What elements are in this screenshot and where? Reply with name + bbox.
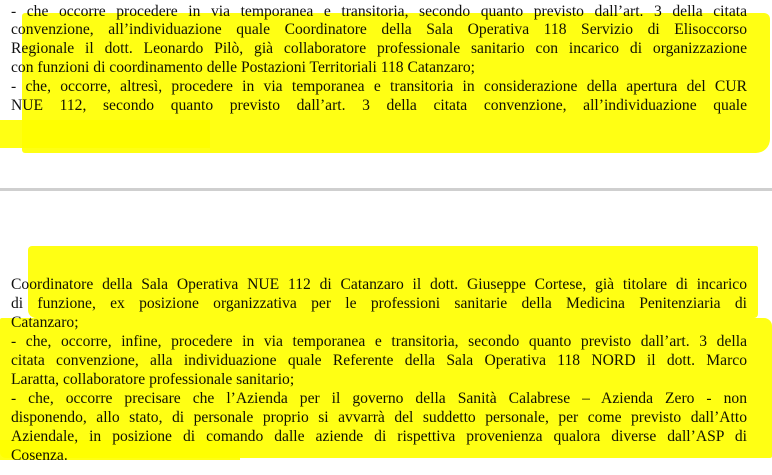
text-line: - che, occorre precisare che l’Azienda per il governo della Sanità Calabrese – Azienda Zero - non [11, 390, 747, 407]
text-line: - che, occorre, altresì, procedere in via temporanea e transitoria in considerazione della apertura del CUR [11, 78, 747, 95]
highlight-mark [0, 120, 210, 148]
text-line: disponendo, allo stato, di personale proprio si avvarrà del suddetto personale, per come previsto dall’Atto [11, 409, 747, 426]
text-line: Cosenza. [11, 447, 68, 464]
text-line: Catanzaro; [11, 314, 79, 331]
text-line: - che, occorre, infine, procedere in via temporanea e transitoria, secondo quanto previsto dall’art. 3 della [11, 333, 747, 350]
text-line: NUE 112, secondo quanto previsto dall’art. 3 della citata convenzione, all’individuazione quale [11, 97, 747, 114]
text-line: Aziendale, in posizione di comando dalle aziende di rispettiva provenienza qualora diverse dall’ASP di [11, 428, 747, 445]
text-line: - che occorre procedere in via temporanea e transitoria, secondo quanto previsto dall’art. 3 della citata [11, 3, 747, 20]
text-line: citata convenzione, alla individuazione quale Referente della Sala Operativa 118 NORD il dott. Marco [11, 352, 747, 369]
text-line: Coordinatore della Sala Operativa NUE 112 di Catanzaro il dott. Giuseppe Cortese, già titolare di incarico [11, 276, 747, 293]
text-line: con funzioni di coordinamento delle Postazioni Territoriali 118 Catanzaro; [11, 59, 475, 76]
text-line: convenzione, all’individuazione quale Coordinatore della Sala Operativa 118 Servizio di Elisoccorso [11, 21, 747, 38]
page-divider [0, 188, 772, 191]
text-line: Regionale il dott. Leonardo Pilò, già collaboratore professionale sanitario con incarico di organizzazione [11, 40, 747, 57]
text-line: di funzione, ex posizione organizzativa per le professioni sanitarie della Medicina Penitenziaria di [11, 295, 747, 312]
text-line: Laratta, collaboratore professionale sanitario; [11, 371, 295, 388]
